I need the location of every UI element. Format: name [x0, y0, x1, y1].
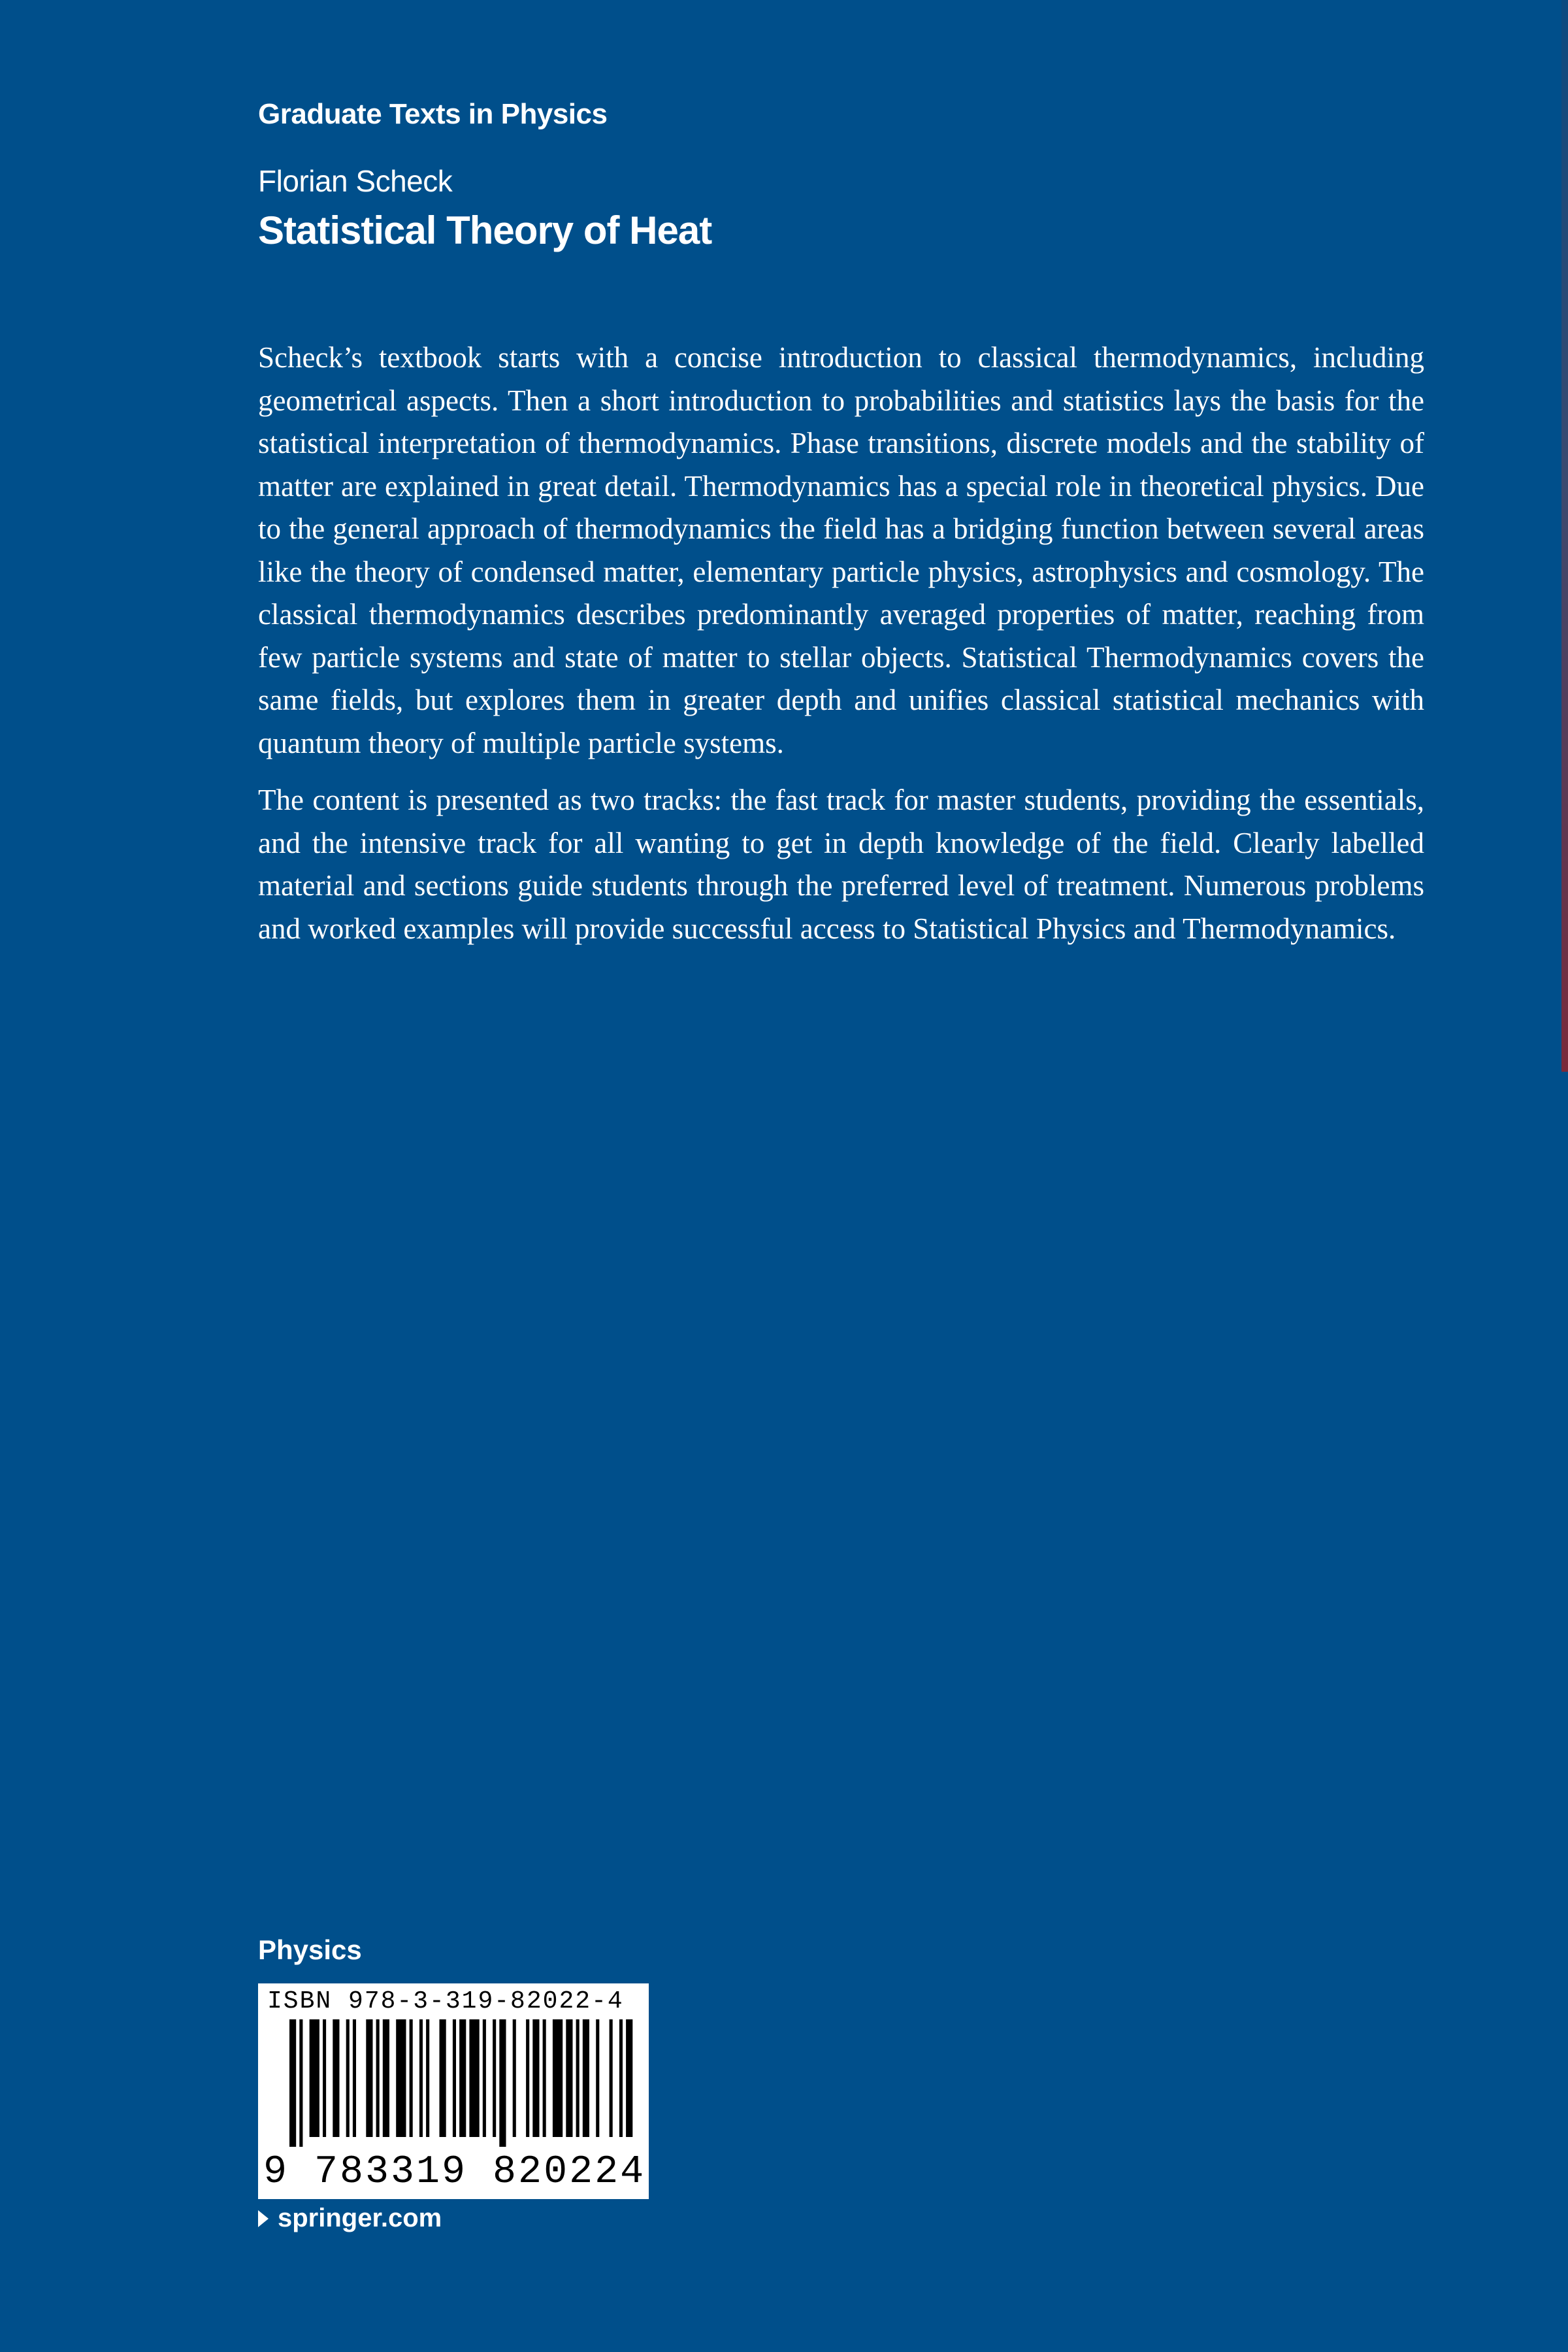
barcode-bar [583, 2019, 589, 2137]
barcode-bar [333, 2019, 339, 2137]
barcode-bar [483, 2019, 486, 2137]
isbn-label: ISBN 978-3-319-82022-4 [267, 1987, 624, 2015]
arrow-right-icon [258, 2210, 269, 2227]
publisher-website-link[interactable] [258, 2204, 442, 2233]
barcode-bar [346, 2019, 350, 2137]
barcode-bar [426, 2019, 429, 2137]
barcode-bar [469, 2019, 479, 2137]
barcode-bar [410, 2019, 413, 2137]
barcode-bar [323, 2019, 326, 2137]
book-title: Statistical Theory of Heat [258, 208, 712, 252]
barcode-bar [626, 2019, 632, 2137]
barcode-bar [353, 2019, 356, 2137]
subject-label: Physics [258, 1934, 362, 1965]
description-paragraph: Scheck’s textbook starts with a concise introduction to classical thermodynamics, including geometrical aspects. Then a short introduction to probabilities and statistics lays the basis for the statistical interpretation of thermodynamics. Phase transitions, discrete models and the stability of matter are explained in great detail. Thermodynamics has a special role in theoretical physics. Due to the general approach of thermodynamics the field has a bridging function between several areas like the theory of condensed matter, elementary particle physics, astrophysics and cosmology. The classical thermodynamics describes predominantly averaged properties of matter, reaching from few particle systems and state of matter to stellar objects. Statistical Thermodynamics covers the same fields, but explores them in greater depth and unifies classical statistical mechanics with quantum theory of multiple particle systems. [258, 341, 1424, 759]
spine-edge [1561, 0, 1568, 1072]
barcode-bar [526, 2019, 529, 2137]
barcode-bar [383, 2019, 389, 2137]
barcode-bar [453, 2019, 456, 2137]
series-title: Graduate Texts in Physics [258, 98, 608, 130]
barcode-bar [499, 2019, 506, 2147]
barcode-bar [553, 2019, 563, 2137]
barcode-bar [396, 2019, 406, 2137]
barcode-bars [258, 2019, 649, 2147]
barcode-bar [576, 2019, 580, 2137]
barcode-bar [289, 2019, 296, 2147]
description-paragraph: The content is presented as two tracks: the fast track for master students, providing the essentials, and the intensive track for all wanting to get in depth knowledge of the field. Clearly labelled material and sections guide students through the preferred level of treatment. Numerous problems and worked examples will provide successful access to Statistical Physics and Thermodynamics. [258, 784, 1424, 945]
barcode-bar [419, 2019, 423, 2137]
author-name: Florian Scheck [258, 164, 453, 198]
book-description [258, 337, 1424, 965]
barcode-bar [543, 2019, 546, 2137]
barcode-bar [532, 2019, 539, 2137]
barcode-bar [459, 2019, 466, 2137]
barcode-digits: 9 783319 820224 [263, 2150, 646, 2195]
barcode-bar [610, 2019, 613, 2137]
website-label: springer.com [278, 2204, 442, 2232]
barcode-bar [440, 2019, 446, 2137]
barcode-bar [299, 2019, 302, 2147]
barcode-bar [619, 2019, 623, 2137]
barcode-bar [376, 2019, 380, 2137]
isbn-barcode [258, 1983, 649, 2199]
barcode-bar [596, 2019, 599, 2137]
barcode-bar [566, 2019, 572, 2137]
barcode-bar [493, 2019, 496, 2137]
barcode-bar [513, 2019, 516, 2137]
barcode-bar [366, 2019, 372, 2137]
barcode-bar [310, 2019, 319, 2137]
